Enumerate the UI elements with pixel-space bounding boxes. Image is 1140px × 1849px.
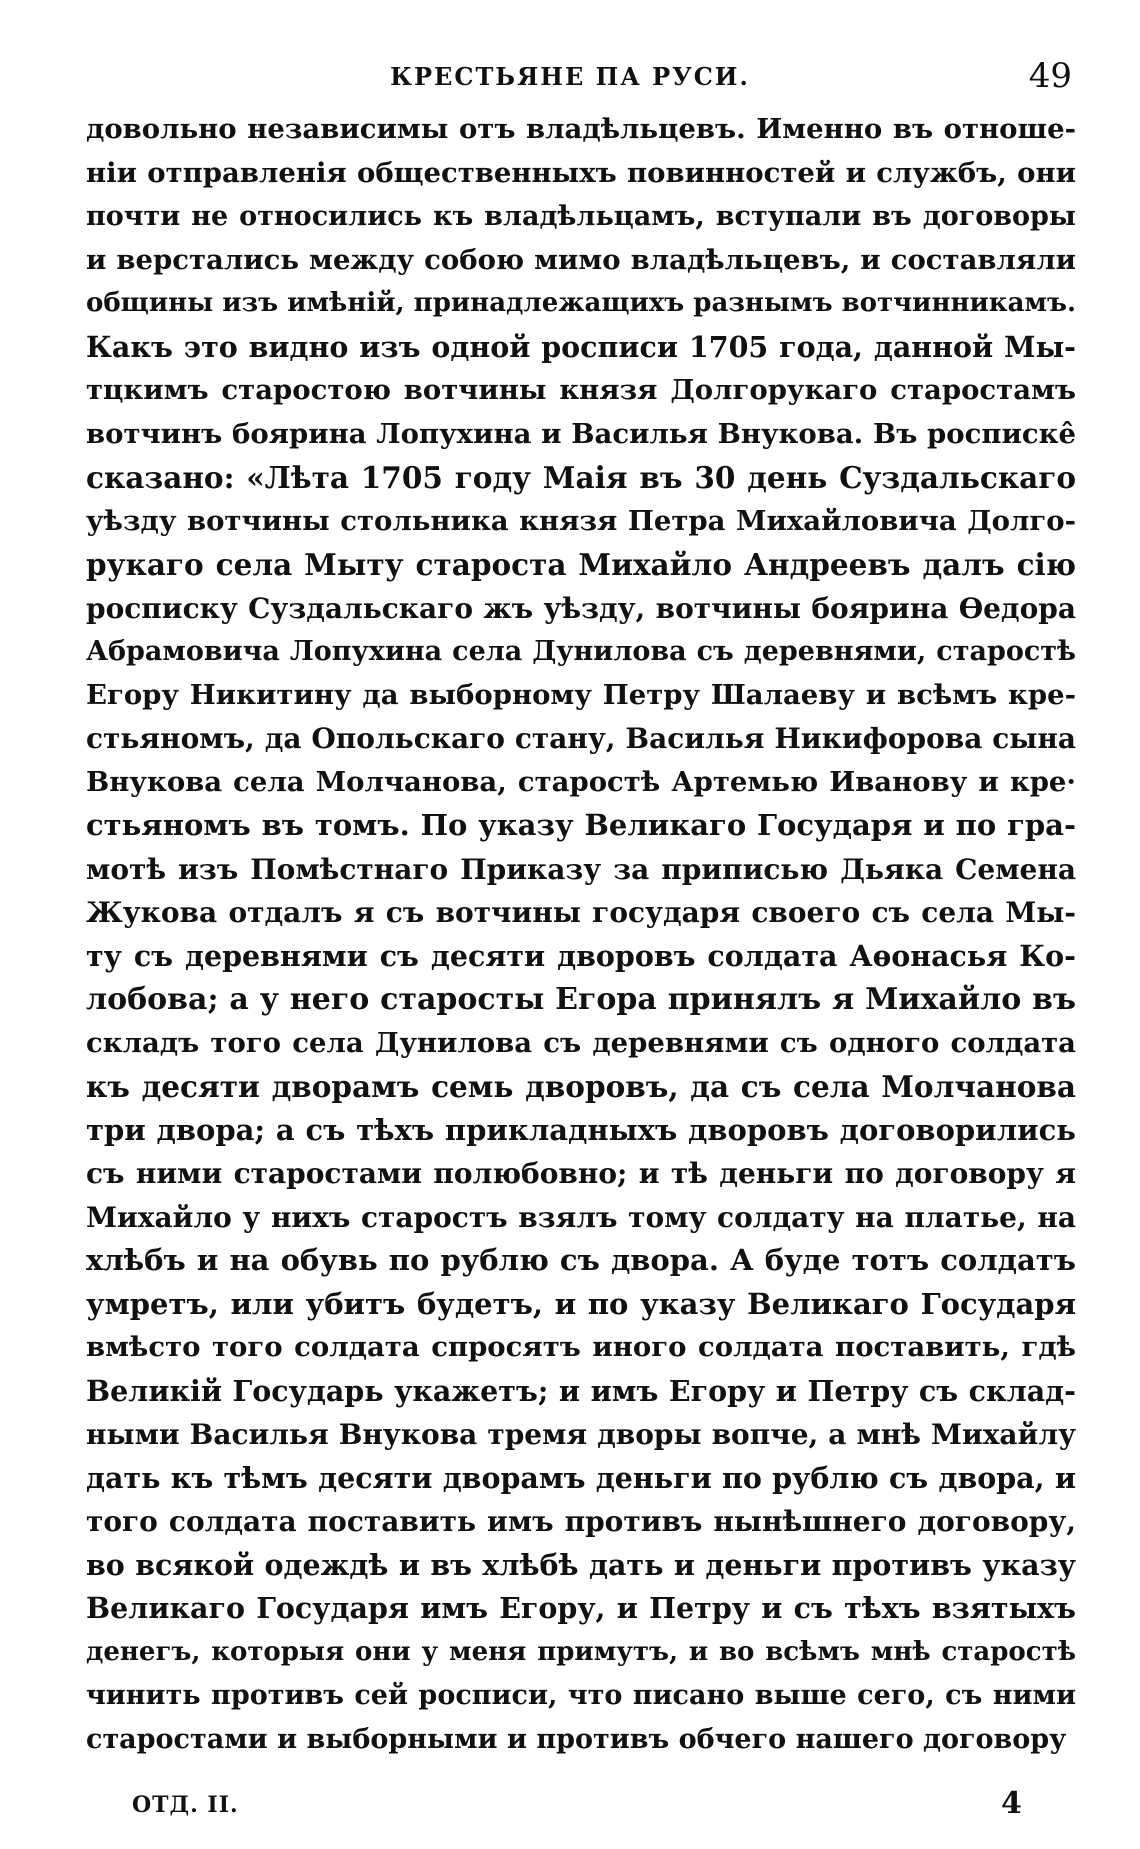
text-line: того солдата поставить имъ противъ нынѣшнего договору, — [86, 1505, 1076, 1538]
text-line: общины изъ имѣній, принадлежащихъ разнымъ вотчинникамъ. — [86, 288, 1076, 318]
text-line: вмѣсто того солдата спросятъ иного солдата поставить, гдѣ — [86, 1331, 1076, 1363]
text-line: и верстались между собою мимо владѣльцевъ, и составляли — [86, 243, 1076, 276]
text-line: съ ними старостами полюбовно; и тѣ деньги по договору я — [86, 1157, 1076, 1190]
text-line: Великаго Государя имъ Егору, и Петру и съ тѣхъ взятыхъ — [86, 1591, 1076, 1625]
text-line: лобова; а у него старосты Егора принялъ я Михайло въ — [86, 982, 1076, 1017]
text-line: почти не относились къ владѣльцамъ, вступали въ договоры — [86, 201, 1076, 232]
text-line: Великій Государь укажетъ; и имъ Егору и Петру съ склад- — [86, 1373, 1076, 1408]
text-line: Какъ это видно изъ одной росписи 1705 года, данной Мы- — [86, 329, 1076, 364]
text-line: ніи отправленія общественныхъ повинностей и службъ, они — [86, 156, 1076, 189]
text-line: Жукова отдалъ я съ вотчины государя своего съ села Мы- — [86, 896, 1076, 929]
text-line: мотѣ изъ Помѣстнаго Приказу за приписью Дьяка Семена — [86, 852, 1076, 886]
text-line: ными Василья Внукова тремя дворы вопче, а мнѣ Михайлу — [86, 1418, 1076, 1451]
body-text — [86, 108, 1076, 1761]
text-line: Михайло у нихъ старостъ взялъ тому солдату на платье, на — [86, 1200, 1076, 1234]
text-line: складъ того села Дунилова съ деревнями съ одного солдата — [86, 1026, 1076, 1059]
text-line: сказано: «Лѣта 1705 году Маія въ 30 день Суздальскаго — [86, 460, 1076, 495]
text-line: рукаго села Мыту староста Михайло Андреевъ далъ сію — [86, 547, 1076, 582]
text-line: во всякой одеждѣ и въ хлѣбѣ дать и деньги противъ указу — [86, 1547, 1076, 1582]
sheet-mark: 4 — [1001, 1786, 1022, 1821]
text-line: тцкимъ старостою вотчины князя Долгорукаго старостамъ — [86, 374, 1076, 406]
text-line: Егору Никитину да выборному Петру Шалаеву и всѣмъ кре- — [86, 678, 1076, 711]
text-line: стьяномъ, да Опольскаго стану, Василья Никифорова сына — [86, 722, 1076, 755]
page-footer — [86, 1786, 1076, 1836]
running-head — [0, 56, 1140, 96]
page-number: 49 — [1028, 56, 1072, 96]
text-line: Абрамовича Лопухина села Дунилова съ деревнями, старостѣ — [86, 636, 1076, 667]
text-line: хлѣбъ и на обувь по рублю съ двора. А буде тотъ солдатъ — [86, 1243, 1076, 1277]
text-line: чинить противъ сей росписи, что писано выше сего, съ ними — [86, 1680, 1076, 1711]
section-signature: ОТД. II. — [132, 1792, 239, 1818]
text-line: три двора; а съ тѣхъ прикладныхъ дворовъ договорились — [86, 1112, 1076, 1147]
text-line: уѣзду вотчины стольника князя Петра Михайловича Долго- — [86, 504, 1076, 537]
text-line: ту съ деревнями съ десяти дворовъ солдата Аѳонасья Ко- — [86, 938, 1076, 973]
text-line: роспиcку Суздальскаго жъ уѣзду, вотчины боярина Ѳедора — [86, 591, 1076, 625]
text-line: вотчинъ боярина Лопухина и Василья Внукова. Въ росписке̂ — [86, 417, 1076, 450]
text-line: денегъ, которыя они у меня примутъ, и во всѣмъ мнѣ старостѣ — [86, 1636, 1076, 1667]
text-line: довольно независимы отъ владѣльцевъ. Именно въ отноше- — [86, 113, 1076, 145]
text-line: старостами и выборными и противъ обчего нашего договору — [86, 1723, 1067, 1755]
text-line: дать къ тѣмъ десяти дворамъ деньги по рублю съ двора, и — [86, 1460, 1076, 1495]
text-line: умретъ, или убитъ будетъ, и по указу Великаго Государя — [86, 1286, 1076, 1321]
text-line: къ десяти дворамъ семь дворовъ, да съ села Молчанова — [86, 1069, 1076, 1104]
text-line: Внукова села Молчанова, старостѣ Артемью Иванову и кре· — [86, 765, 1076, 798]
running-title: КРЕСТЬЯНЕ ПА РУСИ. — [390, 62, 750, 91]
text-line: стьяномъ въ томъ. По указу Великаго Государя и по гра- — [86, 808, 1076, 842]
